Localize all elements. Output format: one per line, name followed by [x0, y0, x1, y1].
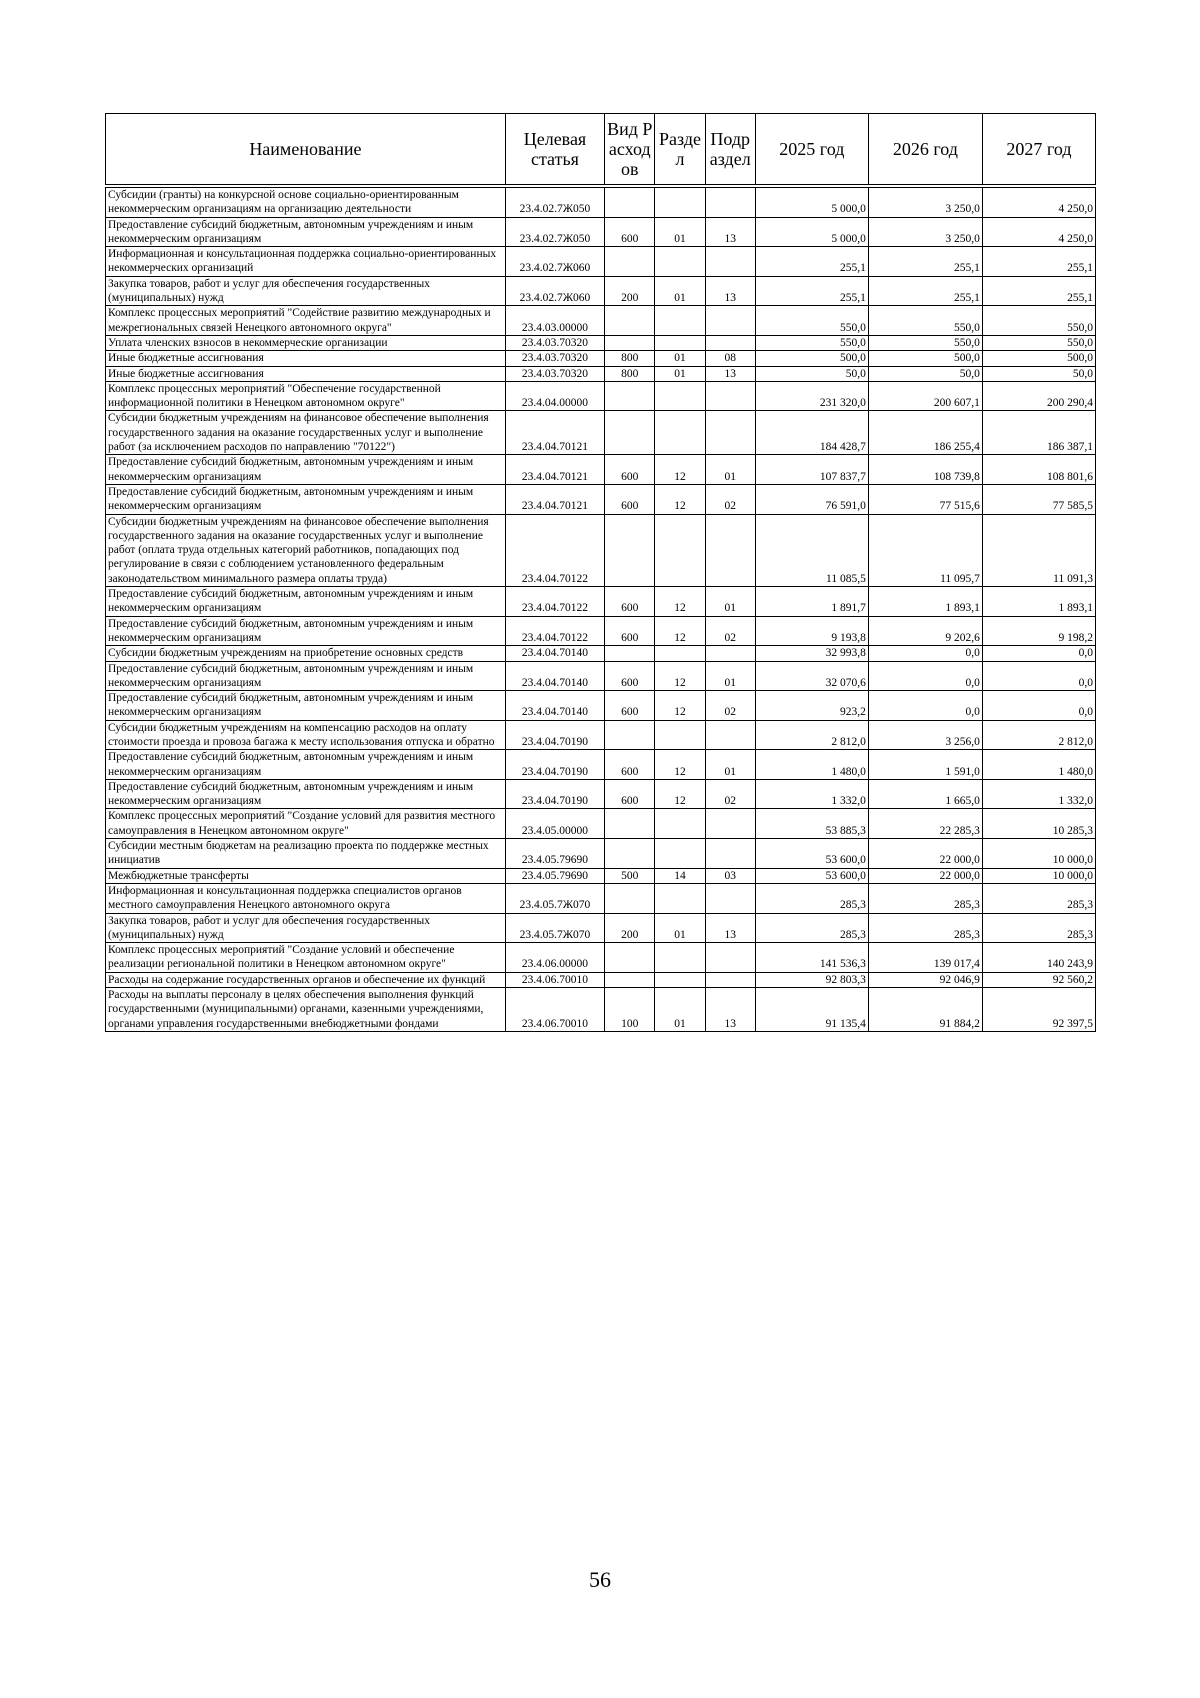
row-value-2025: 2 812,0	[755, 720, 868, 750]
row-value-2025: 255,1	[755, 247, 868, 277]
row-name: Предоставление субсидий бюджетным, автономным учреждениям и иным некоммерческим организациям	[106, 455, 506, 485]
row-target-article: 23.4.03.70320	[505, 366, 604, 381]
row-value-2025: 923,2	[755, 691, 868, 721]
row-value-2026: 0,0	[868, 646, 982, 661]
row-name: Комплекс процессных мероприятий "Создание условий и обеспечение реализации региональной политики в Ненецком автономном округе"	[106, 943, 506, 973]
row-value-2025: 53 600,0	[755, 839, 868, 869]
row-value-2027: 11 091,3	[982, 514, 1095, 586]
row-expense-kind	[605, 839, 655, 869]
table-row	[106, 943, 1096, 973]
row-value-2026: 500,0	[868, 351, 982, 366]
table-row	[106, 883, 1096, 913]
row-value-2025: 76 591,0	[755, 484, 868, 514]
row-value-2026: 285,3	[868, 883, 982, 913]
row-value-2025: 1 332,0	[755, 779, 868, 809]
row-value-2027: 140 243,9	[982, 943, 1095, 973]
row-subsection: 01	[705, 587, 755, 617]
row-name: Предоставление субсидий бюджетным, автономным учреждениям и иным некоммерческим организациям	[106, 750, 506, 780]
row-expense-kind: 800	[605, 351, 655, 366]
row-subsection	[705, 883, 755, 913]
table-row	[106, 809, 1096, 839]
row-target-article: 23.4.04.70140	[505, 661, 604, 691]
row-section	[655, 809, 705, 839]
row-subsection	[705, 247, 755, 277]
row-value-2027: 255,1	[982, 247, 1095, 277]
row-expense-kind: 500	[605, 868, 655, 883]
row-section: 01	[655, 913, 705, 943]
row-section: 01	[655, 276, 705, 306]
row-expense-kind: 600	[605, 217, 655, 247]
row-subsection	[705, 381, 755, 411]
row-target-article: 23.4.05.7Ж070	[505, 913, 604, 943]
row-value-2027: 4 250,0	[982, 188, 1095, 218]
row-name: Субсидии бюджетным учреждениям на финансовое обеспечение выполнения государственного задания на оказание государственных услуг и выполнение работ (оплата труда отдельных категорий работников, попадающих под регулирование в связи с соблюдением установленного федеральным законодательством минимального размера оплаты труда)	[106, 514, 506, 586]
row-name: Субсидии бюджетным учреждениям на приобретение основных средств	[106, 646, 506, 661]
row-expense-kind	[605, 306, 655, 336]
row-target-article: 23.4.06.70010	[505, 988, 604, 1032]
row-expense-kind	[605, 720, 655, 750]
row-name: Комплекс процессных мероприятий "Создание условий для развития местного самоуправления в Ненецком автономном округе"	[106, 809, 506, 839]
row-value-2025: 255,1	[755, 276, 868, 306]
row-value-2027: 50,0	[982, 366, 1095, 381]
row-name: Комплекс процессных мероприятий "Обеспечение государственной информационной политики в Ненецком автономном округе"	[106, 381, 506, 411]
row-value-2025: 11 085,5	[755, 514, 868, 586]
row-section: 12	[655, 616, 705, 646]
row-target-article: 23.4.04.00000	[505, 381, 604, 411]
row-subsection: 13	[705, 366, 755, 381]
row-section	[655, 188, 705, 218]
row-value-2025: 184 428,7	[755, 411, 868, 455]
row-subsection	[705, 646, 755, 661]
header-expense-kind: Вид Расходов	[605, 114, 655, 185]
header-section: Раздел	[655, 114, 705, 185]
header-subsection: Подраздел	[705, 114, 755, 185]
table-row	[106, 720, 1096, 750]
row-name: Субсидии (гранты) на конкурсной основе социально-ориентированным некоммерческим организациям на организацию деятельности	[106, 188, 506, 218]
row-value-2025: 107 837,7	[755, 455, 868, 485]
row-target-article: 23.4.05.7Ж070	[505, 883, 604, 913]
row-name: Закупка товаров, работ и услуг для обеспечения государственных (муниципальных) нужд	[106, 913, 506, 943]
table-row	[106, 750, 1096, 780]
row-value-2025: 9 193,8	[755, 616, 868, 646]
row-target-article: 23.4.04.70121	[505, 411, 604, 455]
row-target-article: 23.4.04.70190	[505, 750, 604, 780]
table-row	[106, 587, 1096, 617]
row-expense-kind: 600	[605, 661, 655, 691]
row-subsection: 13	[705, 276, 755, 306]
row-expense-kind	[605, 247, 655, 277]
row-name: Иные бюджетные ассигнования	[106, 366, 506, 381]
row-value-2026: 0,0	[868, 691, 982, 721]
row-subsection	[705, 411, 755, 455]
row-expense-kind: 200	[605, 913, 655, 943]
row-expense-kind	[605, 188, 655, 218]
row-target-article: 23.4.04.70140	[505, 691, 604, 721]
row-subsection: 13	[705, 913, 755, 943]
row-value-2026: 50,0	[868, 366, 982, 381]
row-target-article: 23.4.04.70122	[505, 514, 604, 586]
row-section	[655, 883, 705, 913]
row-target-article: 23.4.02.7Ж060	[505, 247, 604, 277]
row-subsection: 13	[705, 217, 755, 247]
row-value-2027: 10 000,0	[982, 868, 1095, 883]
table-row	[106, 868, 1096, 883]
table-row	[106, 217, 1096, 247]
row-section: 12	[655, 587, 705, 617]
row-name: Субсидии бюджетным учреждениям на финансовое обеспечение выполнения государственного задания на оказание государственных услуг и выполнение работ (за исключением расходов по направлению "70122")	[106, 411, 506, 455]
row-value-2025: 500,0	[755, 351, 868, 366]
row-value-2025: 92 803,3	[755, 972, 868, 987]
row-value-2026: 550,0	[868, 306, 982, 336]
row-target-article: 23.4.02.7Ж050	[505, 217, 604, 247]
table-row	[106, 276, 1096, 306]
row-name: Информационная и консультационная поддержка социально-ориентированных некоммерческих организаций	[106, 247, 506, 277]
table-row	[106, 616, 1096, 646]
row-name: Закупка товаров, работ и услуг для обеспечения государственных (муниципальных) нужд	[106, 276, 506, 306]
table-row	[106, 366, 1096, 381]
row-section	[655, 839, 705, 869]
row-target-article: 23.4.03.70320	[505, 335, 604, 350]
row-target-article: 23.4.02.7Ж050	[505, 188, 604, 218]
row-value-2026: 11 095,7	[868, 514, 982, 586]
row-expense-kind: 600	[605, 587, 655, 617]
row-value-2026: 550,0	[868, 335, 982, 350]
row-value-2025: 32 993,8	[755, 646, 868, 661]
row-subsection	[705, 972, 755, 987]
row-expense-kind: 600	[605, 750, 655, 780]
row-name: Расходы на выплаты персоналу в целях обеспечения выполнения функций государственными (муниципальными) органами, казенными учреждениями, органами управления государственными внебюджетными фондами	[106, 988, 506, 1032]
row-value-2026: 139 017,4	[868, 943, 982, 973]
row-target-article: 23.4.04.70121	[505, 455, 604, 485]
row-subsection: 01	[705, 661, 755, 691]
row-value-2027: 550,0	[982, 306, 1095, 336]
table-row	[106, 188, 1096, 218]
row-target-article: 23.4.03.70320	[505, 351, 604, 366]
row-value-2027: 0,0	[982, 646, 1095, 661]
row-value-2026: 1 665,0	[868, 779, 982, 809]
row-subsection: 02	[705, 616, 755, 646]
row-expense-kind	[605, 411, 655, 455]
row-subsection: 13	[705, 988, 755, 1032]
row-value-2025: 32 070,6	[755, 661, 868, 691]
row-value-2026: 77 515,6	[868, 484, 982, 514]
row-expense-kind	[605, 883, 655, 913]
row-section: 12	[655, 750, 705, 780]
row-value-2025: 5 000,0	[755, 188, 868, 218]
row-subsection	[705, 839, 755, 869]
row-expense-kind	[605, 514, 655, 586]
row-expense-kind	[605, 646, 655, 661]
row-target-article: 23.4.03.00000	[505, 306, 604, 336]
row-subsection: 02	[705, 484, 755, 514]
table-row	[106, 484, 1096, 514]
budget-table	[105, 113, 1096, 1032]
row-name: Субсидии местным бюджетам на реализацию проекта по поддержке местных инициатив	[106, 839, 506, 869]
row-section	[655, 514, 705, 586]
row-name: Иные бюджетные ассигнования	[106, 351, 506, 366]
row-name: Уплата членских взносов в некоммерческие организации	[106, 335, 506, 350]
row-value-2026: 91 884,2	[868, 988, 982, 1032]
row-value-2027: 285,3	[982, 883, 1095, 913]
row-value-2026: 200 607,1	[868, 381, 982, 411]
row-section: 12	[655, 661, 705, 691]
row-target-article: 23.4.05.00000	[505, 809, 604, 839]
row-section	[655, 335, 705, 350]
row-target-article: 23.4.04.70190	[505, 720, 604, 750]
row-section: 12	[655, 691, 705, 721]
table-row	[106, 247, 1096, 277]
row-value-2025: 91 135,4	[755, 988, 868, 1032]
row-value-2027: 77 585,5	[982, 484, 1095, 514]
row-value-2027: 0,0	[982, 691, 1095, 721]
row-value-2027: 550,0	[982, 335, 1095, 350]
row-name: Межбюджетные трансферты	[106, 868, 506, 883]
row-subsection: 03	[705, 868, 755, 883]
row-section	[655, 720, 705, 750]
row-subsection: 08	[705, 351, 755, 366]
row-name: Предоставление субсидий бюджетным, автономным учреждениям и иным некоммерческим организациям	[106, 484, 506, 514]
row-value-2026: 22 000,0	[868, 839, 982, 869]
row-expense-kind: 200	[605, 276, 655, 306]
page-number: 56	[589, 1567, 611, 1592]
row-section: 01	[655, 351, 705, 366]
row-section: 12	[655, 779, 705, 809]
row-value-2026: 255,1	[868, 247, 982, 277]
row-name: Расходы на содержание государственных органов и обеспечение их функций	[106, 972, 506, 987]
row-section: 01	[655, 366, 705, 381]
row-target-article: 23.4.04.70122	[505, 587, 604, 617]
row-value-2026: 285,3	[868, 913, 982, 943]
row-value-2027: 108 801,6	[982, 455, 1095, 485]
row-expense-kind: 600	[605, 691, 655, 721]
table-row	[106, 913, 1096, 943]
header-target-article: Целевая статья	[505, 114, 604, 185]
row-value-2027: 9 198,2	[982, 616, 1095, 646]
row-value-2027: 285,3	[982, 913, 1095, 943]
row-value-2027: 4 250,0	[982, 217, 1095, 247]
row-name: Предоставление субсидий бюджетным, автономным учреждениям и иным некоммерческим организациям	[106, 779, 506, 809]
row-value-2026: 1 893,1	[868, 587, 982, 617]
row-section	[655, 381, 705, 411]
row-value-2027: 200 290,4	[982, 381, 1095, 411]
row-value-2025: 50,0	[755, 366, 868, 381]
row-subsection: 02	[705, 691, 755, 721]
row-value-2026: 255,1	[868, 276, 982, 306]
row-value-2026: 9 202,6	[868, 616, 982, 646]
row-expense-kind: 600	[605, 616, 655, 646]
row-value-2026: 108 739,8	[868, 455, 982, 485]
table-header-row	[106, 114, 1096, 185]
row-target-article: 23.4.04.70140	[505, 646, 604, 661]
row-value-2027: 500,0	[982, 351, 1095, 366]
row-value-2026: 186 255,4	[868, 411, 982, 455]
table-row	[106, 646, 1096, 661]
row-expense-kind	[605, 943, 655, 973]
row-value-2027: 0,0	[982, 661, 1095, 691]
row-target-article: 23.4.02.7Ж060	[505, 276, 604, 306]
row-value-2027: 255,1	[982, 276, 1095, 306]
row-value-2025: 53 600,0	[755, 868, 868, 883]
row-value-2026: 1 591,0	[868, 750, 982, 780]
row-target-article: 23.4.04.70121	[505, 484, 604, 514]
row-value-2025: 285,3	[755, 883, 868, 913]
table-row	[106, 691, 1096, 721]
row-value-2027: 1 480,0	[982, 750, 1095, 780]
row-section: 01	[655, 988, 705, 1032]
row-value-2026: 0,0	[868, 661, 982, 691]
row-value-2026: 22 000,0	[868, 868, 982, 883]
header-2025: 2025 год	[755, 114, 868, 185]
header-name: Наименование	[106, 114, 506, 185]
row-value-2025: 231 320,0	[755, 381, 868, 411]
row-value-2025: 285,3	[755, 913, 868, 943]
row-value-2025: 141 536,3	[755, 943, 868, 973]
row-expense-kind: 100	[605, 988, 655, 1032]
row-target-article: 23.4.05.79690	[505, 868, 604, 883]
row-expense-kind: 600	[605, 484, 655, 514]
row-value-2025: 550,0	[755, 335, 868, 350]
row-name: Комплекс процессных мероприятий "Содействие развитию международных и межрегиональных связей Ненецкого автономного округа"	[106, 306, 506, 336]
row-target-article: 23.4.05.79690	[505, 839, 604, 869]
row-subsection	[705, 306, 755, 336]
table-row	[106, 411, 1096, 455]
row-value-2025: 5 000,0	[755, 217, 868, 247]
table-row	[106, 306, 1096, 336]
table-body	[106, 188, 1096, 1032]
row-value-2027: 1 893,1	[982, 587, 1095, 617]
row-section	[655, 943, 705, 973]
row-subsection: 02	[705, 779, 755, 809]
row-expense-kind	[605, 809, 655, 839]
row-name: Предоставление субсидий бюджетным, автономным учреждениям и иным некоммерческим организациям	[106, 616, 506, 646]
row-subsection: 01	[705, 750, 755, 780]
table-row	[106, 839, 1096, 869]
row-subsection	[705, 335, 755, 350]
row-expense-kind	[605, 381, 655, 411]
row-value-2026: 3 250,0	[868, 188, 982, 218]
row-name: Информационная и консультационная поддержка специалистов органов местного самоуправления Ненецкого автономного округа	[106, 883, 506, 913]
row-subsection	[705, 809, 755, 839]
row-subsection	[705, 943, 755, 973]
row-section	[655, 972, 705, 987]
row-value-2025: 1 891,7	[755, 587, 868, 617]
row-expense-kind: 800	[605, 366, 655, 381]
row-target-article: 23.4.06.00000	[505, 943, 604, 973]
row-value-2025: 1 480,0	[755, 750, 868, 780]
row-section	[655, 247, 705, 277]
row-value-2025: 53 885,3	[755, 809, 868, 839]
row-subsection	[705, 514, 755, 586]
row-target-article: 23.4.04.70190	[505, 779, 604, 809]
row-target-article: 23.4.04.70122	[505, 616, 604, 646]
row-target-article: 23.4.06.70010	[505, 972, 604, 987]
row-value-2027: 1 332,0	[982, 779, 1095, 809]
table-row	[106, 381, 1096, 411]
row-expense-kind	[605, 335, 655, 350]
table-row	[106, 351, 1096, 366]
row-name: Предоставление субсидий бюджетным, автономным учреждениям и иным некоммерческим организациям	[106, 587, 506, 617]
row-value-2025: 550,0	[755, 306, 868, 336]
row-expense-kind	[605, 972, 655, 987]
table-row	[106, 779, 1096, 809]
row-section	[655, 411, 705, 455]
row-value-2026: 3 256,0	[868, 720, 982, 750]
row-section	[655, 646, 705, 661]
row-value-2027: 92 560,2	[982, 972, 1095, 987]
row-subsection	[705, 720, 755, 750]
row-name: Предоставление субсидий бюджетным, автономным учреждениям и иным некоммерческим организациям	[106, 661, 506, 691]
header-2026: 2026 год	[868, 114, 982, 185]
row-name: Предоставление субсидий бюджетным, автономным учреждениям и иным некоммерческим организациям	[106, 691, 506, 721]
row-value-2027: 10 285,3	[982, 809, 1095, 839]
row-value-2027: 10 000,0	[982, 839, 1095, 869]
row-section: 12	[655, 455, 705, 485]
table-row	[106, 988, 1096, 1032]
row-value-2027: 186 387,1	[982, 411, 1095, 455]
row-value-2027: 92 397,5	[982, 988, 1095, 1032]
header-2027: 2027 год	[982, 114, 1095, 185]
row-section	[655, 306, 705, 336]
row-section: 14	[655, 868, 705, 883]
row-subsection: 01	[705, 455, 755, 485]
table-row	[106, 335, 1096, 350]
row-value-2026: 22 285,3	[868, 809, 982, 839]
row-subsection	[705, 188, 755, 218]
table-row	[106, 972, 1096, 987]
row-name: Субсидии бюджетным учреждениям на компенсацию расходов на оплату стоимости проезда и провоза багажа к месту использования отпуска и обратно	[106, 720, 506, 750]
table-row	[106, 661, 1096, 691]
row-value-2026: 92 046,9	[868, 972, 982, 987]
row-name: Предоставление субсидий бюджетным, автономным учреждениям и иным некоммерческим организациям	[106, 217, 506, 247]
row-expense-kind: 600	[605, 779, 655, 809]
table-row	[106, 514, 1096, 586]
row-section: 01	[655, 217, 705, 247]
row-value-2026: 3 250,0	[868, 217, 982, 247]
row-expense-kind: 600	[605, 455, 655, 485]
table-row	[106, 455, 1096, 485]
row-section: 12	[655, 484, 705, 514]
row-value-2027: 2 812,0	[982, 720, 1095, 750]
